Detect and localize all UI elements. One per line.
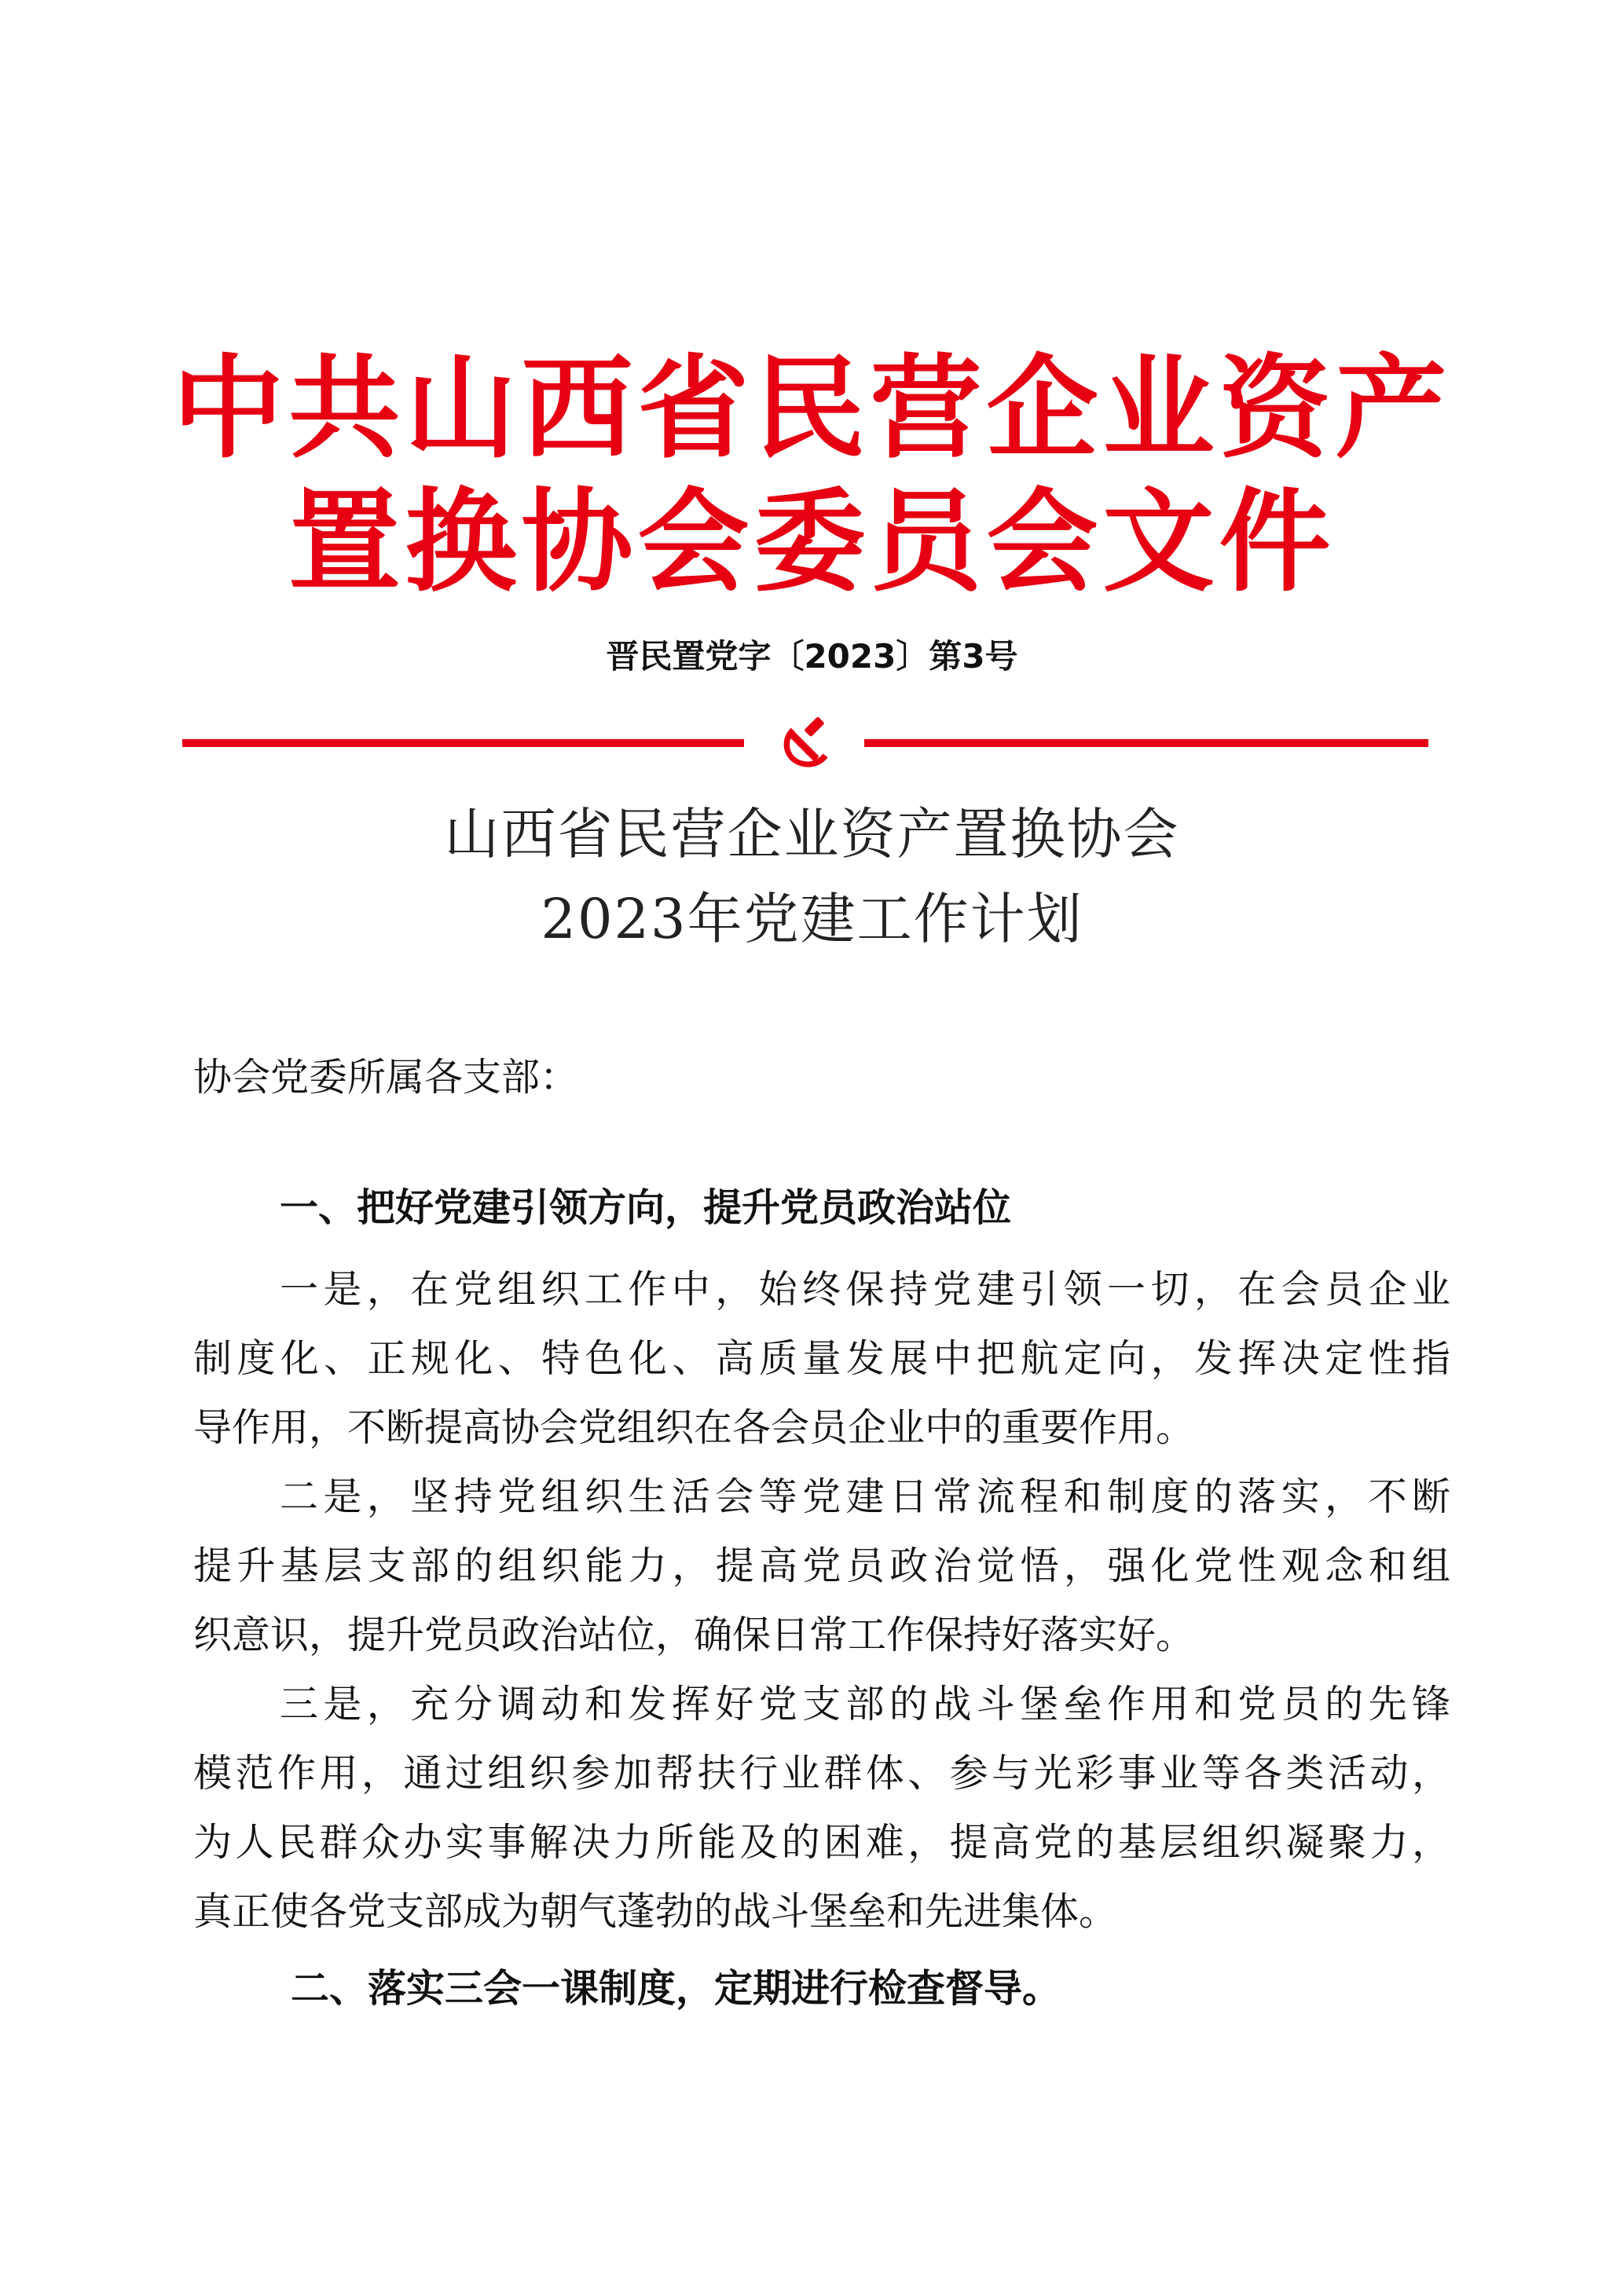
hammer-sickle-icon [774, 713, 835, 774]
paragraph-line: 提升基层支部的组织能力，提高党员政治觉悟，强化党性观念和组 [193, 1543, 1450, 1588]
issuer-title-line-2: 置换协会委员会文件 [288, 477, 1336, 607]
paragraph-line: 模范作用，通过组织参加帮扶行业群体、参与光彩事业等各类活动， [193, 1751, 1450, 1796]
paragraph-line: 二是，坚持党组织生活会等党建日常流程和制度的落实，不断 [280, 1474, 1450, 1519]
paragraph-line: 一是，在党组织工作中，始终保持党建引领一切，在会员企业 [280, 1267, 1450, 1312]
subtitle-line-1: 山西省民营企业资产置换协会 [444, 802, 1180, 866]
paragraph-line: 织意识，提升党员政治站位，确保日常工作保持好落实好。 [193, 1613, 1195, 1657]
paragraph-line: 真正使各党支部成为朝气蓬勃的战斗堡垒和先进集体。 [193, 1889, 1118, 1934]
section-heading-2: 二、落实三会一课制度，定期进行检查督导。 [291, 1966, 1061, 2011]
paragraph-line: 三是，充分调动和发挥好党支部的战斗堡垒作用和党员的先锋 [280, 1682, 1450, 1727]
salutation: 协会党委所属各支部： [193, 1055, 579, 1100]
header-divider-right [864, 739, 1428, 747]
document-number: 晋民置党字〔2023〕第3号 [606, 637, 1018, 676]
paragraph-line: 导作用，不断提高协会党组织在各会员企业中的重要作用。 [193, 1405, 1195, 1450]
paragraph-line: 制度化、正规化、特色化、高质量发展中把航定向，发挥决定性指 [193, 1336, 1450, 1381]
paragraph-line: 为人民群众办实事解决力所能及的困难，提高党的基层组织凝聚力， [193, 1820, 1450, 1865]
header-divider-left [182, 739, 744, 747]
section-heading: 一、把好党建引领方向，提升党员政治站位 [280, 1185, 1012, 1230]
subtitle-line-2: 2023年党建工作计划 [541, 887, 1083, 951]
issuer-title-line-1: 中共山西省民营企业资产 [172, 343, 1452, 474]
